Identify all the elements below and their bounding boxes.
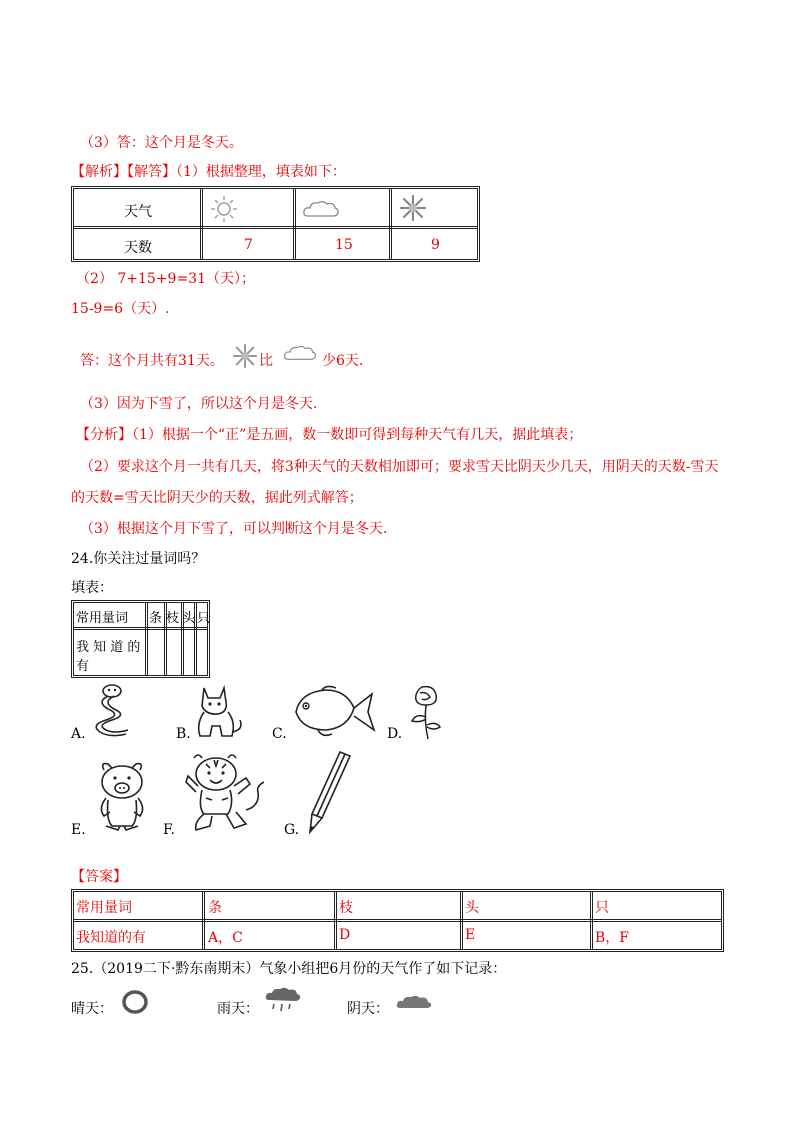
answer-row2-label: 我知道的有 (76, 930, 146, 946)
rainy-label: 雨天： (217, 1001, 259, 1017)
answer-word-tou: 头 (465, 900, 479, 916)
rose-icon (404, 683, 446, 741)
word-tiao: 条 (149, 611, 163, 626)
question-24-title: 24.你关注过量词吗？ (71, 551, 206, 567)
rain-cloud-icon (264, 986, 302, 1014)
answer-word-zhi-branch: 枝 (339, 900, 353, 916)
answer-tiao-value: A，C (208, 930, 243, 946)
answer-tou-value: E (465, 927, 476, 943)
analysis-line-4: （3）因为下雪了，所以这个月是冬天. (80, 396, 318, 412)
cloud-icon (302, 199, 340, 219)
measure-word-table (71, 600, 210, 678)
sun-icon (120, 988, 150, 1016)
snowflake-icon (399, 194, 427, 222)
analysis-answer-b: 比 (259, 353, 273, 369)
answer-zhi-branch-value: D (339, 927, 351, 943)
question-25-title: 25.（2019二下·黔东南期末）气象小组把6月份的天气作了如下记录： (71, 961, 507, 977)
cat-icon (190, 682, 246, 740)
header-label: 常用量词 (76, 611, 129, 626)
answer-line-3: （3）答：这个月是冬天。 (80, 135, 243, 151)
reasoning-tag: 【分析】 (76, 427, 132, 443)
answer-table (71, 889, 724, 952)
fill-table-label: 填表： (71, 580, 113, 596)
reasoning-line-4: （3）根据这个月下雪了，可以判断这个月是冬天. (80, 521, 388, 537)
cloudy-label: 阴天： (347, 1001, 389, 1017)
choice-d-label: D. (387, 726, 403, 742)
reasoning-line-3: 的天数=雪天比阴天少的天数，据此列式解答； (71, 490, 363, 506)
pencil-icon (302, 750, 354, 836)
fish-icon (292, 684, 376, 740)
snow-days-value: 9 (431, 237, 440, 253)
choice-c-label: C. (272, 726, 287, 742)
word-tou: 头 (182, 611, 196, 626)
choice-b-label: B. (176, 726, 191, 742)
row2-label-b: 有 (76, 659, 90, 674)
row2-label-a: 我 知 道 的 (76, 640, 141, 655)
tiger-icon (180, 752, 268, 836)
analysis-answer-a: 答：这个月共有31天。 (80, 353, 224, 369)
answer-zhi-animal-value: B，F (595, 930, 630, 946)
answer-tag: 【答案】 (71, 869, 127, 885)
snake-icon (86, 682, 134, 740)
analysis-line (71, 161, 346, 181)
answer-header-label: 常用量词 (76, 900, 132, 916)
reasoning-line-2: （2）要求这个月一共有几天，将3种天气的天数相加即可；要求雪天比阴天少几天，用阴天的天数-雪天 (80, 459, 719, 475)
word-zhi-animal: 只 (197, 611, 211, 626)
cloud-days-value: 15 (335, 237, 353, 253)
choice-g-label: G. (284, 822, 300, 838)
pig-icon (92, 760, 152, 834)
reasoning-text: （1）根据一个“正”是五画，数一数即可得到每种天气有几天，据此填表； (132, 427, 583, 443)
sun-days-value: 7 (244, 237, 253, 253)
weather-row-label: 天气 (124, 204, 152, 220)
choice-f-label: F. (163, 822, 175, 838)
answer-word-zhi-animal: 只 (595, 900, 609, 916)
analysis-line-2: （2） 7+15+9=31（天）； (76, 271, 255, 287)
word-zhi-branch: 枝 (166, 611, 180, 626)
analysis-text: （1）根据整理，填表如下： (176, 164, 346, 180)
sunny-label: 晴天： (71, 1001, 113, 1017)
cloud-icon (281, 344, 319, 362)
snowflake-icon (232, 343, 258, 369)
weather-table (71, 186, 480, 262)
answer-word-tiao: 条 (208, 900, 222, 916)
analysis-tag: 【解析】【解答】 (71, 164, 176, 180)
choice-e-label: E. (71, 822, 86, 838)
choice-a-label: A. (71, 726, 86, 742)
analysis-line-3: 15-9=6（天）. (71, 301, 170, 317)
reasoning-line (76, 424, 582, 444)
cloud-icon (396, 992, 432, 1012)
days-row-label: 天数 (124, 240, 152, 256)
analysis-answer-c: 少6天. (322, 353, 364, 369)
sun-icon (210, 195, 238, 223)
